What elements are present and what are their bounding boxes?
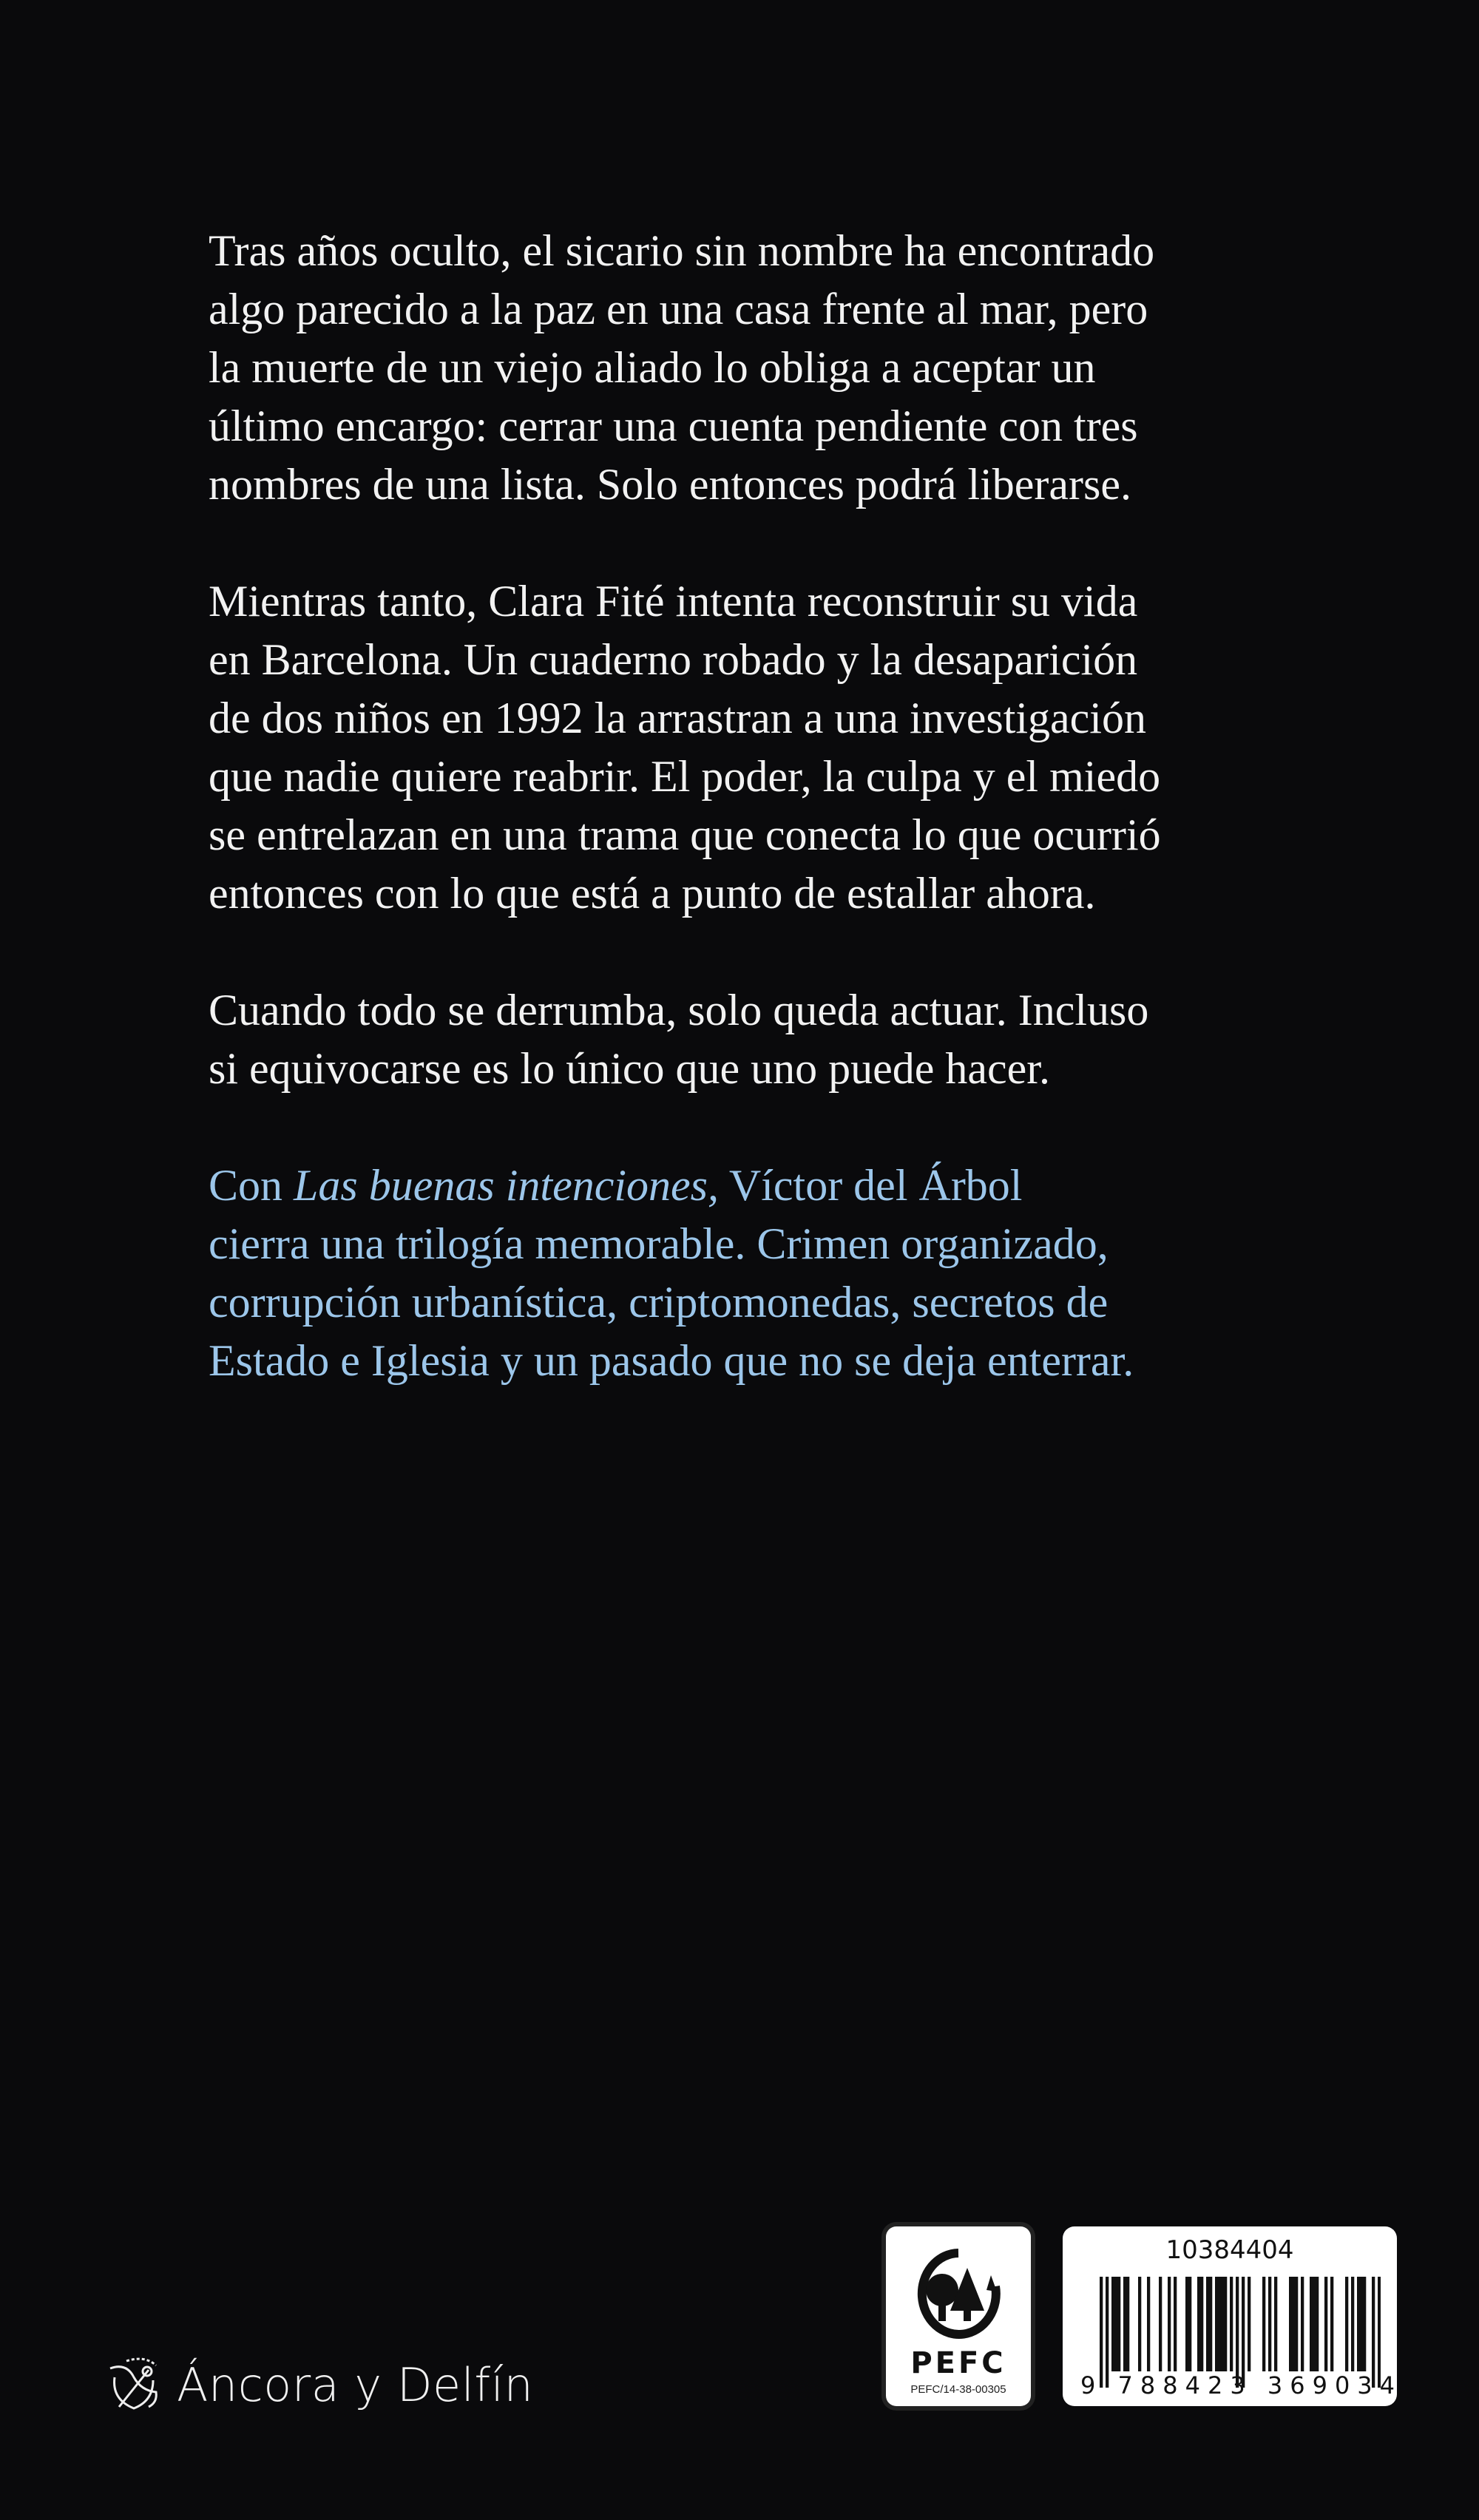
anchor-dolphin-icon (104, 2355, 163, 2414)
text-line: algo parecido a la paz en una casa frente al mar, pero (209, 285, 1148, 333)
pefc-certification-label (886, 2226, 1031, 2406)
barcode-bar (1111, 2277, 1114, 2371)
barcode-bar (1168, 2277, 1171, 2371)
barcode-bar (1185, 2277, 1188, 2371)
pefc-wordmark: PEFC (910, 2346, 1006, 2380)
text-line: último encargo: cerrar una cuenta pendiente con tres (209, 402, 1138, 450)
text-line: Mientras tanto, Clara Fité intenta reconstruir su vida (209, 577, 1138, 626)
text-line: si equivocarse es lo único que uno puede hacer. (209, 1044, 1050, 1093)
barcode-bar (1351, 2277, 1354, 2371)
barcode-bar (1230, 2277, 1233, 2371)
book-title: Las buenas intenciones, (294, 1161, 719, 1210)
text-line: Tras años oculto, el sicario sin nombre ha encontrado (209, 226, 1155, 275)
text-line: corrupción urbanística, criptomonedas, secretos de (209, 1278, 1109, 1327)
barcode-bar (1310, 2277, 1313, 2371)
barcode-bar (1206, 2277, 1209, 2371)
barcode-bar (1147, 2277, 1150, 2371)
paragraph-3 (209, 981, 1161, 1098)
text-line: que nadie quiere reabrir. El poder, la culpa y el miedo (209, 752, 1161, 801)
barcode-reference: 10384404 (1165, 2235, 1294, 2265)
pefc-trees-icon (914, 2246, 1003, 2342)
text-line: se entrelazan en una trama que conecta lo que ocurrió (209, 810, 1161, 859)
text-line: entonces con lo que está a punto de estallar ahora. (209, 869, 1096, 918)
barcode-bar (1295, 2277, 1298, 2371)
barcode-bar (1197, 2277, 1200, 2371)
publisher-name: Áncora y Delfín (177, 2357, 534, 2412)
barcode-bar (1221, 2277, 1224, 2371)
barcode-bar (1126, 2277, 1129, 2371)
barcode-bar (1268, 2277, 1271, 2371)
text-line: nombres de una lista. Solo entonces podrá liberarse. (209, 460, 1131, 509)
barcode-bar (1301, 2277, 1304, 2371)
text-line: la muerte de un viejo aliado lo obliga a aceptar un (209, 343, 1096, 392)
barcode-bar (1313, 2277, 1316, 2371)
barcode-bar (1138, 2277, 1141, 2371)
back-cover-blurb (209, 222, 1161, 1449)
ean-digits: 9 788423 369034 (1080, 2371, 1403, 2399)
paragraph-1 (209, 222, 1161, 514)
barcode-bar (1360, 2277, 1363, 2371)
barcode-bar (1316, 2277, 1319, 2371)
barcode-bar (1117, 2277, 1120, 2371)
barcode-bar (1224, 2277, 1227, 2371)
barcode-bar (1357, 2277, 1360, 2371)
barcode-bar (1218, 2277, 1221, 2371)
text-fragment: Víctor del Árbol (718, 1161, 1023, 1210)
text-line: cierra una trilogía memorable. Crimen organizado, (209, 1219, 1109, 1268)
barcode-bar (1324, 2277, 1327, 2371)
barcode-bar (1330, 2277, 1333, 2371)
barcode-bar (1159, 2277, 1162, 2371)
barcode-bar (1274, 2277, 1277, 2371)
barcode-bar (1363, 2277, 1366, 2371)
barcode-bar (1174, 2277, 1177, 2371)
barcode-bar (1188, 2277, 1191, 2371)
barcode-bar (1262, 2277, 1265, 2371)
text-line: en Barcelona. Un cuaderno robado y la desaparición (209, 635, 1138, 684)
barcode-bar (1289, 2277, 1292, 2371)
barcode-bar (1123, 2277, 1126, 2371)
isbn-barcode-label (1063, 2226, 1403, 2406)
barcode-bar (1200, 2277, 1203, 2371)
paragraph-4-author-note (209, 1156, 1161, 1390)
barcode-bar (1345, 2277, 1348, 2371)
text-line (209, 1156, 1161, 1215)
text-line: Cuando todo se derrumba, solo queda actuar. Incluso (209, 986, 1149, 1034)
text-line: de dos niños en 1992 la arrastran a una investigación (209, 694, 1146, 742)
text-line: Estado e Iglesia y un pasado que no se deja enterrar. (209, 1336, 1134, 1385)
barcode-bar (1114, 2277, 1117, 2371)
pefc-code: PEFC/14-38-00305 (910, 2383, 1006, 2396)
paragraph-2 (209, 572, 1161, 923)
barcode-bar (1292, 2277, 1295, 2371)
barcode-bar (1215, 2277, 1218, 2371)
publisher-logo (104, 2355, 533, 2414)
barcode-bar (1209, 2277, 1212, 2371)
text-fragment: Con (209, 1161, 294, 1210)
barcode-bar (1248, 2277, 1250, 2371)
